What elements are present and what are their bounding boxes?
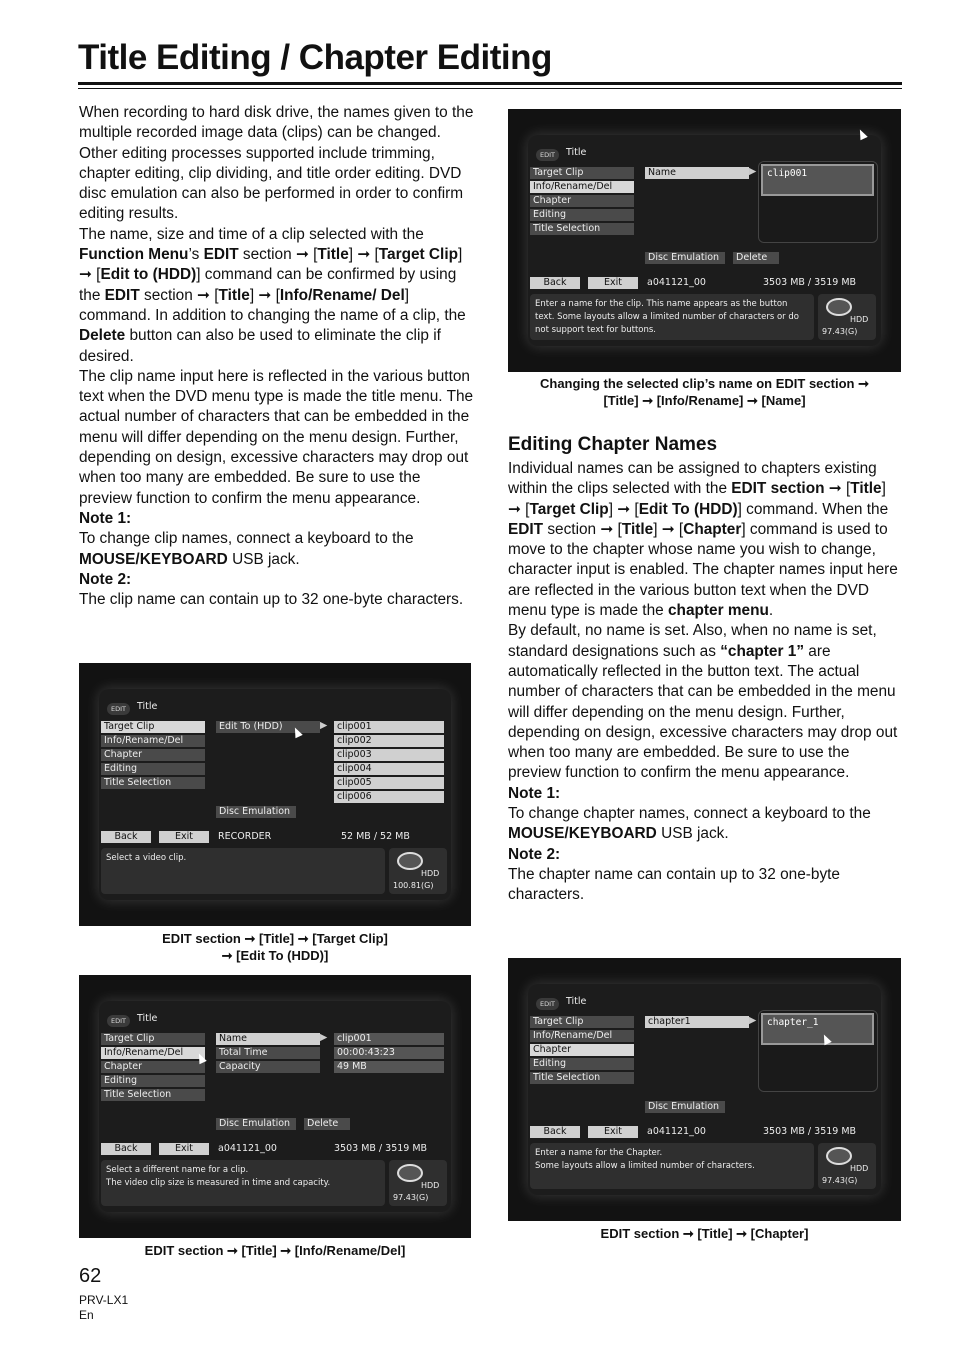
model-code: PRV-LX1	[79, 1293, 129, 1307]
menu-target-clip[interactable]: Target Clip	[530, 1016, 634, 1028]
page-title: Title Editing / Chapter Editing	[78, 38, 552, 77]
title-tab: Title	[137, 1013, 158, 1024]
hdd-panel	[389, 848, 447, 894]
hdd-panel	[818, 1143, 876, 1189]
menu-title-selection[interactable]: Title Selection	[101, 1089, 205, 1101]
note2-heading: Note 2:	[508, 845, 561, 863]
hdd-icon	[826, 298, 852, 316]
edit-to-hdd-field[interactable]: Edit To (HDD)	[216, 721, 320, 733]
arrow-right-icon: ▶	[749, 166, 757, 177]
edit-tab: EDIT	[536, 149, 559, 161]
title-tab: Title	[137, 701, 158, 712]
language-code: En	[79, 1308, 94, 1322]
note2-heading: Note 2:	[79, 570, 132, 588]
title-rule-thin	[78, 88, 902, 89]
clip-button[interactable]: clip001	[334, 721, 444, 733]
chapter-field[interactable]: chapter1	[645, 1016, 749, 1028]
disc-emulation-button[interactable]: Disc Emulation	[645, 1101, 725, 1113]
menu-chapter[interactable]: Chapter	[101, 1061, 205, 1073]
menu-chapter[interactable]: Chapter	[101, 749, 205, 761]
back-button[interactable]: Back	[530, 277, 580, 289]
menu-editing[interactable]: Editing	[101, 763, 205, 775]
hdd-icon	[826, 1147, 852, 1165]
screenshot-target-clip	[79, 663, 471, 926]
capacity-label: Capacity	[216, 1061, 320, 1073]
hdd-free-space: 100.81(G)	[393, 881, 434, 890]
edit-tab: EDIT	[107, 703, 130, 715]
caption-rename-clip: Changing the selected clip’s name on EDIT section ➞ [Title] ➞ [Info/Rename] ➞ [Name]	[540, 376, 869, 408]
clip-info-paragraph: The name, size and time of a clip selected with the Function Menu’s EDIT section ➞ [Title] ➞ [Target Clip] ➞ [Edit to (HDD)] command can be confirmed by using the EDIT section ➞ [Title] ➞ [Info/Rename/ Del] command. In addition to changing the name of a clip, the Delete button can also be used to eliminate the clip if desired.	[79, 225, 466, 365]
note1-text: To change chapter names, connect a keyboard to the MOUSE/KEYBOARD USB jack.	[508, 805, 871, 843]
menu-info-rename-del[interactable]: Info/Rename/Del	[101, 1047, 205, 1059]
total-time-value: 00:00:43:23	[334, 1047, 444, 1059]
back-button[interactable]: Back	[101, 831, 151, 843]
exit-button[interactable]: Exit	[588, 277, 638, 289]
section-heading-chapter-names: Editing Chapter Names	[508, 434, 718, 455]
note2-text: The chapter name can contain up to 32 one-byte characters.	[508, 865, 840, 904]
menu-title-selection[interactable]: Title Selection	[530, 1072, 634, 1084]
help-message: Enter a name for the clip. This name appears as the button text. Some layouts allow a limited number of characters or do not support text for buttons.	[530, 294, 814, 340]
name-field[interactable]: Name	[645, 167, 749, 179]
capacity-value: 49 MB	[334, 1061, 444, 1073]
clip-button[interactable]: clip005	[334, 777, 444, 789]
clip-button[interactable]: clip004	[334, 763, 444, 775]
note2-text: The clip name can contain up to 32 one-byte characters.	[79, 591, 464, 609]
menu-target-clip[interactable]: Target Clip	[101, 1033, 205, 1045]
clip-button[interactable]: clip003	[334, 749, 444, 761]
menu-info-rename-del[interactable]: Info/Rename/Del	[101, 735, 205, 747]
hdd-label: HDD	[850, 1164, 869, 1173]
footer-model	[79, 1293, 128, 1323]
menu-chapter[interactable]: Chapter	[530, 1044, 634, 1056]
hdd-label: HDD	[421, 869, 440, 878]
exit-button[interactable]: Exit	[159, 831, 209, 843]
help-message: Select a video clip.	[101, 848, 385, 894]
caption-info-rename-del: EDIT section ➞ [Title] ➞ [Info/Rename/Del]	[144, 1243, 406, 1258]
hdd-label: HDD	[421, 1181, 440, 1190]
status-clip-name: a041121_00	[218, 1143, 277, 1154]
status-capacity: 52 MB / 52 MB	[341, 831, 410, 842]
disc-emulation-button[interactable]: Disc Emulation	[216, 806, 296, 818]
menu-info-rename-del[interactable]: Info/Rename/Del	[530, 181, 634, 193]
edit-tab: EDIT	[536, 998, 559, 1010]
menu-target-clip[interactable]: Target Clip	[530, 167, 634, 179]
caption-chapter: EDIT section ➞ [Title] ➞ [Chapter]	[600, 1226, 809, 1241]
left-column	[79, 103, 474, 610]
hdd-free-space: 97.43(G)	[822, 1176, 858, 1185]
clip-button[interactable]: clip006	[334, 791, 444, 803]
menu-info-rename-del[interactable]: Info/Rename/Del	[530, 1030, 634, 1042]
help-message: Enter a name for the Chapter. Some layouts allow a limited number of characters.	[530, 1143, 814, 1189]
name-value: clip001	[334, 1033, 444, 1045]
hdd-icon	[397, 1164, 423, 1182]
note1-heading: Note 1:	[508, 784, 561, 802]
screenshot-info-rename-del	[79, 975, 471, 1238]
delete-button[interactable]: Delete	[733, 252, 779, 264]
name-field[interactable]: Name	[216, 1033, 320, 1045]
hdd-label: HDD	[850, 315, 869, 324]
status-clip-name: a041121_00	[647, 1126, 706, 1137]
hdd-free-space: 97.43(G)	[822, 327, 858, 336]
title-rule-thick	[78, 82, 902, 85]
status-source: RECORDER	[218, 831, 272, 842]
menu-editing[interactable]: Editing	[101, 1075, 205, 1087]
chapter-intro-paragraph: Individual names can be assigned to chapters existing within the clips selected with the EDIT section ➞ [Title] ➞ [Target Clip] ➞ [Edit To (HDD)] command. When the EDIT section ➞ [Title] ➞ [Chapter] command is used to move to the chapter whose name you wish to change, character input is enabled. The chapter names input here are reflected in the various button text when the DVD menu type is made the chapter menu.	[508, 460, 898, 620]
arrow-right-icon: ▶	[749, 1015, 757, 1026]
note1-heading: Note 1:	[79, 509, 132, 527]
total-time-label: Total Time	[216, 1047, 320, 1059]
menu-chapter[interactable]: Chapter	[530, 195, 634, 207]
disc-emulation-button[interactable]: Disc Emulation	[645, 252, 725, 264]
status-capacity: 3503 MB / 3519 MB	[334, 1143, 428, 1154]
status-capacity: 3503 MB / 3519 MB	[763, 277, 857, 288]
menu-title-selection[interactable]: Title Selection	[101, 777, 205, 789]
screenshot-rename-clip	[508, 109, 901, 372]
note1-text: To change clip names, connect a keyboard to the MOUSE/KEYBOARD USB jack.	[79, 530, 414, 568]
back-button[interactable]: Back	[530, 1126, 580, 1138]
page-number: 62	[79, 1265, 102, 1287]
arrow-right-icon: ▶	[320, 720, 328, 731]
hdd-panel	[818, 294, 876, 340]
screenshot-chapter	[508, 958, 901, 1221]
chapter-default-paragraph: By default, no name is set. Also, when no name is set, standard designations such as “chapter 1” are automatically reflected in the button text. The actual number of characters that can be embedded in the menu will differ depending on the menu design. Further, depending on design, excessive characters may drop out when too many are embedded. Be sure to use the preview function to confirm the menu appearance.	[508, 622, 898, 782]
hdd-panel	[389, 1160, 447, 1206]
delete-button[interactable]: Delete	[304, 1118, 350, 1130]
clip-name-input[interactable]: clip001	[761, 164, 874, 196]
title-tab: Title	[566, 147, 587, 158]
hdd-icon	[397, 852, 423, 870]
menu-editing[interactable]: Editing	[530, 1058, 634, 1070]
caption-target-clip: EDIT section ➞ [Title] ➞ [Target Clip] ➞ [Edit To (HDD)]	[162, 931, 388, 963]
clip-name-paragraph: The clip name input here is reflected in the various button text when the DVD menu type is made the title menu. The actual number of characters that can be embedded in the menu will differ depending on the menu design. Further, depending on design, excessive characters may drop out when too many are embedded. Be sure to use the preview function to confirm the menu appearance.	[79, 367, 474, 507]
status-clip-name: a041121_00	[647, 277, 706, 288]
menu-editing[interactable]: Editing	[530, 209, 634, 221]
help-message: Select a different name for a clip. The video clip size is measured in time and capacity.	[101, 1160, 385, 1206]
clip-button[interactable]: clip002	[334, 735, 444, 747]
menu-target-clip[interactable]: Target Clip	[101, 721, 205, 733]
edit-tab: EDIT	[107, 1015, 130, 1027]
right-column	[508, 459, 903, 906]
exit-button[interactable]: Exit	[588, 1126, 638, 1138]
status-capacity: 3503 MB / 3519 MB	[763, 1126, 857, 1137]
arrow-right-icon: ▶	[320, 1032, 328, 1043]
chapter-name-input[interactable]: chapter_1	[761, 1013, 874, 1045]
menu-title-selection[interactable]: Title Selection	[530, 223, 634, 235]
hdd-free-space: 97.43(G)	[393, 1193, 429, 1202]
back-button[interactable]: Back	[101, 1143, 151, 1155]
disc-emulation-button[interactable]: Disc Emulation	[216, 1118, 296, 1130]
title-tab: Title	[566, 996, 587, 1007]
intro-paragraph: When recording to hard disk drive, the names given to the multiple recorded image data (clips) can be changed. Other editing processes supported include trimming, chapter editing, clip dividing, and title order editing. DVD disc emulation can also be performed in order to confirm editing results.	[79, 104, 474, 223]
exit-button[interactable]: Exit	[159, 1143, 209, 1155]
